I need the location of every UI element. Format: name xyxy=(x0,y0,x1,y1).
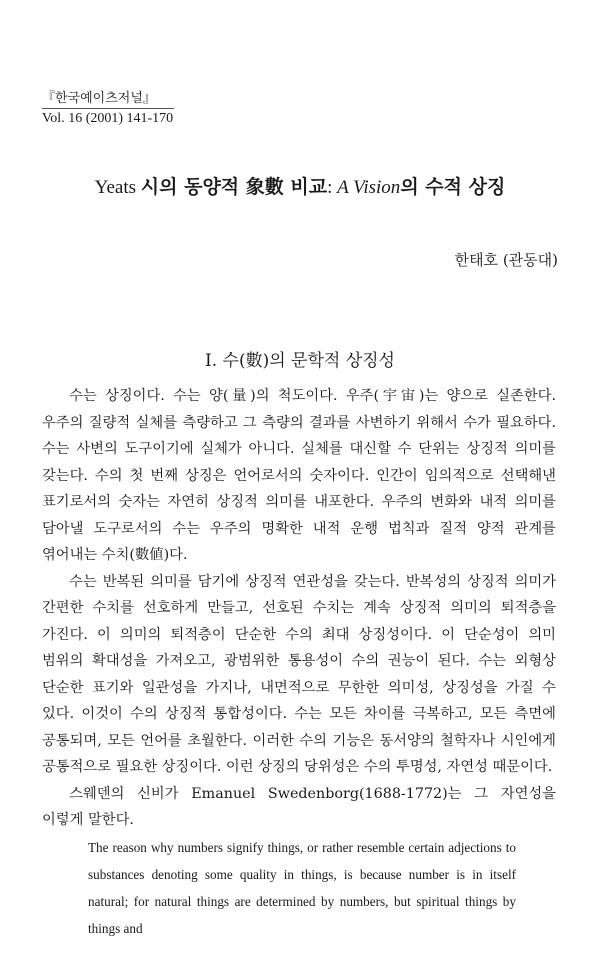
paragraph: 수는 상징이다. 수는 양(量)의 척도이다. 우주(宇宙)는 양으로 실존한다. 우주의 질량적 실체를 측량하고 그 측량의 결과를 사변하기 위해서 수가 필요하다. 수는 사변의 도구이기에 실체가 아니다. 실체를 대신할 수 단위는 상징적 의미를 갖는다. 수의 첫 번째 상징은 언어로서의 숫자이다. 인간이 임의적으로 선택해낸 표기로서의 숫자는 자연히 상징적 의미를 내포한다. 우주의 변화와 내적 의미를 담아낼 도구로서의 수는 우주의 명확한 내적 운행 법칙과 질적 양적 관계를 엮어내는 수치(數値)다. xyxy=(42,388,556,563)
journal-name: 『한국예이츠저널』 xyxy=(42,91,156,106)
title-part-1: Yeats xyxy=(94,177,141,198)
title-part-4: A Vision xyxy=(337,177,401,198)
paragraph: 스웨덴의 신비가 Emanuel Swedenborg(1688-1772)는 그 자연성을 이렇게 말한다. xyxy=(42,785,556,828)
volume-info: Vol. 16 (2001) 141-170 xyxy=(42,111,174,126)
journal-header xyxy=(42,90,174,127)
title-part-2: 시의 동양적 象數 비교 xyxy=(140,176,328,198)
header-rule xyxy=(42,108,174,109)
paragraph: 수는 반복된 의미를 담기에 상징적 연관성을 갖는다. 반복성의 상징적 의미가 간편한 수치를 선호하게 만들고, 선호된 수치는 계속 상징적 의미의 퇴적층을 가진다. 이 의미의 퇴적층이 단순한 수의 최대 상징성이다. 이 단순성이 의미 범위의 확대성을 가져오고, 광범위한 통용성이 수의 권능이 된다. 수는 외형상 단순한 표기와 일관성을 가지나, 내면적으로 무한한 의미성, 상징성을 가질 수 있다. 이것이 수의 상징적 통합성이다. 수는 모든 차이를 극복하고, 모든 측면에 공통되며, 모든 언어를 초월한다. 이러한 수의 기능은 동서양의 철학자나 시인에게 공통적으로 필요한 상징이다. 이런 상징의 당위성은 수의 투명성, 자연성 때문이다. xyxy=(42,573,556,775)
body-text xyxy=(42,383,556,834)
article-title xyxy=(40,172,560,199)
section-heading: I. 수(數)의 문학적 상징성 xyxy=(205,351,395,371)
block-quote xyxy=(88,834,516,942)
quote-text: The reason why numbers signify things, or rather resemble certain adjections to substances denoting some quality in things, is because number is in itself natural; for natural things are determined by numbers, but spiritual things by things and xyxy=(88,840,516,936)
title-part-3: : xyxy=(327,177,338,198)
author-affiliation: 한태호 (관동대) xyxy=(454,251,558,269)
title-part-5: 의 수적 상징 xyxy=(400,176,506,198)
